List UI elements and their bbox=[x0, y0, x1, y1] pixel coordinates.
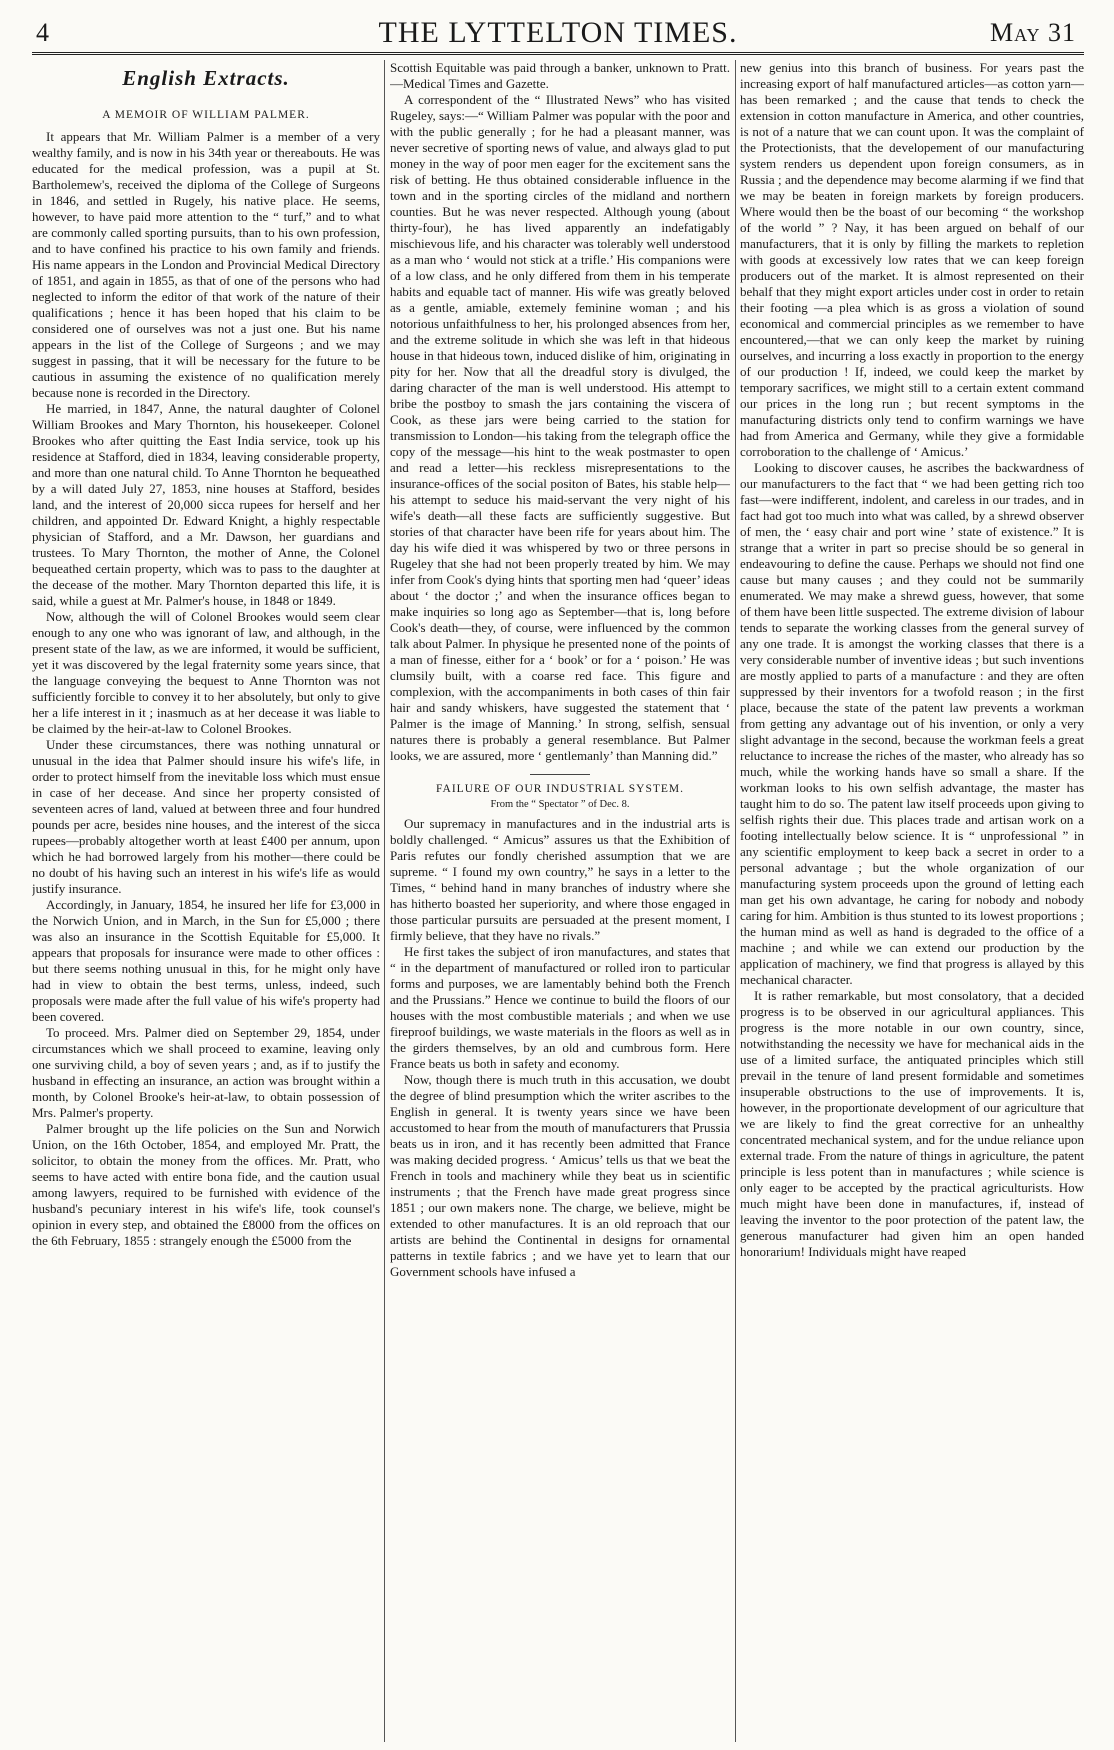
section-title: English Extracts. bbox=[122, 66, 290, 90]
divider bbox=[530, 774, 590, 775]
column-3 bbox=[740, 60, 1084, 1742]
paragraph: To proceed. Mrs. Palmer died on September 29, 1854, under circumstances which we shall proceed to examine, leaving only one surviving child, a boy of seven years ; and, as if to justify the husband in effecting an insurance, an action was brought within a month, by Colonel Brooke's heir-at-law, to obtain possession of Mrs. Palmer's property. bbox=[32, 1025, 380, 1120]
paragraph: Looking to discover causes, he ascribes the backwardness of our manufacturers to the fact that “ we had been getting rich too fast—were indifferent, indolent, and careless in our trades, and in fact had got too much into what was called, by a shrewd observer of men, the ‘ easy chair and port wine ’ state of existence.” It is strange that a writer in part so precise should be so general in endeavouring to define the cause. Perhaps we should not find one cause but many causes ; and they could not be summarily enumerated. We may make a shrewd guess, however, that some of them have been little suspected. The extreme division of labour tends to separate the working classes from the general survey of any one trade. It is amongst the working classes that there is a very considerable number of inventive ideas ; but such inventions are mostly applied to parts of a manufacture : and they are often suppressed by their inventors for a twofold reason ; in the first place, because the state of the patent law prevents a workman from getting any advantage out of his invention, or only a very slight advantage in the second, because the workman feels a great reluctance to increase the riches of the master, who already has so much, while the working hands have so small a share. If the workman looks to his own selfish advantage, the master has taught him to do so. The patent law itself proceeds upon giving to selfish rights their due. This places trade and artisan work on a footing intellectually below science. It is “ unprofessional ” in any scientific employment to keep back a secret in order to a personal advantage ; but the whole organization of our manufacturing system proceeds upon the ground of letting each man get his own advantage, he caring for nobody and nobody caring for him. Ambition is thus stunted to its lowest proportions ; the human mind as well as hand is degraded to the office of a machine ; and while we can extend our production by the application of machinery, we find that progress is allayed by this mechanical character. bbox=[740, 460, 1084, 987]
column-rule bbox=[735, 60, 736, 1742]
article-title-failure: FAILURE OF OUR INDUSTRIAL SYSTEM. bbox=[436, 783, 684, 795]
masthead bbox=[32, 14, 1084, 55]
paragraph: Palmer brought up the life policies on the Sun and Norwich Union, on the 16th October, 1854, and employed Mr. Pratt, the solicitor, to obtain the money from the offices. Mr. Pratt, who seems to have acted with entire bona fide, and the caution usual among lawyers, required to be furnished with evidence of the husband's pecuniary interest in his wife's life, took counsel's opinion in every step, and obtained the £8000 from the offices on the 6th February, 1855 : strangely enough the £5000 from the bbox=[32, 1121, 380, 1248]
article-source: From the “ Spectator ” of Dec. 8. bbox=[490, 799, 630, 810]
paragraph: It appears that Mr. William Palmer is a member of a very wealthy family, and is now in his 34th year or thereabouts. He was educated for the medical profession, was a pupil at St. Bartholemew's, received the diploma of the College of Surgeons in 1846, and settled in Rugely, his native place. He seems, however, to have paid more attention to the “ turf,” and to what are commonly called sporting pursuits, than to his own profession, and to have confined his practice to his own family and friends. His name appears in the London and Provincial Medical Directory of 1851, and again in 1855, as that of one of the persons who had neglected to inform the editor of that work of the nature of their qualifications ; hence it has been hoped that his claim to be considered one of ourselves was not a just one. But his name appears in the list of the College of Surgeons ; and we may suggest in passing, that it will be necessary for the future to be cautious in assuming the existence of no qualification merely because none is recorded in the Directory. bbox=[32, 129, 380, 400]
paragraph: He first takes the subject of iron manufactures, and states that “ in the department of manufactured or rolled iron to particular forms and purposes, we are lamentably behind both the French and the Prussians.” Hence we continue to build the floors of our houses with the most combustible materials ; and when we use fireproof buildings, we waste materials in the floors as well as in the girders themselves, by an old and cumbrous form. Here France beats us both in safety and economy. bbox=[390, 944, 730, 1071]
page-number: 4 bbox=[36, 18, 49, 47]
article-title-memoir: A MEMOIR OF WILLIAM PALMER. bbox=[102, 109, 310, 121]
column-2 bbox=[390, 60, 730, 1742]
paragraph: Scottish Equitable was paid through a banker, unknown to Pratt.—Medical Times and Gazette. bbox=[390, 60, 730, 91]
column-1 bbox=[32, 60, 380, 1742]
newspaper-title: THE LYTTELTON TIMES. bbox=[378, 16, 738, 49]
paragraph: Under these circumstances, there was nothing unnatural or unusual in the idea that Palmer should insure his wife's life, in order to protect himself from the inevitable loss which must ensue in case of her decease. And since her property consisted of seventeen acres of land, valued at between three and four hundred pounds per acre, besides nine houses, and the interest of the sicca rupees—probably altogether worth at least £400 per annum, upon which he had borrowed largely from his mother—there could be no doubt of his having such an interest in his wife's life as would justify insurance. bbox=[32, 737, 380, 896]
issue-date: May 31 bbox=[990, 18, 1076, 47]
paragraph: It is rather remarkable, but most consolatory, that a decided progress is to be observed in our agricultural appliances. This progress is the more notable in our own country, since, notwithstanding the necessity we have for mechanical aids in the use of a limited surface, the antiquated principles which still prevail in the tenure of land present formidable and sometimes insuperable obstructions to the use of improvements. It is, however, in the proportionate development of our agriculture that we are likely to find the great corrective for an unhealthy concentrated mechanical system, and for the undue reliance upon external trade. From the nature of things in agriculture, the patent principle is less potent than in manufactures ; while science is only eager to be accepted by the practical agriculturists. How much might have been done in manufactures, if, instead of leaving the inventor to the poor protection of the patent law, the generous manufacturer had given him an open handed honorarium! Individuals might have reaped bbox=[740, 988, 1084, 1259]
text-columns bbox=[32, 60, 1084, 1742]
paragraph: A correspondent of the “ Illustrated News” who has visited Rugeley, says:—“ William Palmer was popular with the poor and with the public generally ; for he had a pleasant manner, was never secretive of sporting news of value, and always glad to put money in the way of poor men eager for the excitement sans the risk of betting. He thus obtained considerable influence in the town and in the sporting circles of the midland and northern counties. But he was never respected. Although young (about thirty-four), he has lived apparently an indefatigably mischievous life, and his character was tolerably well understood as a man who ‘ would not stick at a trifle.’ His companions were of a low class, and he only differed from them in his temperate habits and equable tact of manner. His wife was greatly beloved as a gentle, amiable, extemely feminine woman ; and his notorious unfaithfulness to her, his prolonged absences from her, and the extreme solitude in which she was left in that hideous house in that hideous town, induced dislike of him, originating in pity for her. Now that all the dreadful story is divulged, the daring character of the man is well understood. His attempt to bribe the postboy to smash the jars containing the viscera of Cook, as these jars were being carried to the station for transmission to London—his taking from the telegraph office the copy of the message—his hint to the weak postmaster to open and read a letter—his reckless misrepresentations to the insurance-offices of the social positon of Bates, his stable help—his attempt to seduce his maid-servant the very night of his wife's death—all these facts are sufficiently suggestive. But stories of that character have been rife for years about him. The day his wife died it was whispered by two or three persons in Rugeley that she had not been properly treated by him. We may infer from Cook's dying hints that sporting men had ‘queer’ ideas about ‘ the doctor ;’ and when the insurance offices began to make inquiries so long ago as September—that is, long before Cook's death—they, of course, were influenced by the common talk about Palmer. In physique he presented none of the points of a man of finesse, either for a ‘ book’ or for a ‘ poison.’ He was clumsily built, with a coarse red face. This figure and complexion, with the accompaniments in both cases of thin fair hair and sandy whiskers, have suggested the statement that ‘ Palmer is the image of Manning.’ In strong, selfish, sensual natures there is probably a general resemblance. But Palmer looks, we are assured, more ‘ gentlemanly’ than Manning did.” bbox=[390, 92, 730, 763]
paragraph: Now, though there is much truth in this accusation, we doubt the degree of blind presumption which the writer ascribes to the English in general. It is twenty years since we have been accustomed to hear from the mouth of manufacturers that Prussia beats us in iron, and it has recently been admitted that France was making decided progress. ‘ Amicus’ tells us that we beat the French in tools and machinery while they beat us in scientific instruments ; that the French have made great progress since 1851 ; our own makers none. The charge, we believe, might be extended to other manufactures. It is an old reproach that our artists are behind the Continental in designs for ornamental patterns in textile fabrics ; and we have yet to learn that our Government schools have infused a bbox=[390, 1072, 730, 1279]
paragraph: Our supremacy in manufactures and in the industrial arts is boldly challenged. “ Amicus” assures us that the Exhibition of Paris refutes our fondly cherished assumption that we are supreme. “ I found my own country,” he says in a letter to the Times, “ behind hand in many branches of industry where she has hitherto boasted her superiority, and where those engaged in those particular pursuits are persuaded at the present moment, I firmly believe, that they have no rivals.” bbox=[390, 816, 730, 943]
paragraph: Now, although the will of Colonel Brookes would seem clear enough to any one who was ignorant of law, and although, in the present state of the law, as we are informed, it would be sufficient, yet it was discovered by the legal fraternity some years since, that the language conveying the bequest to Anne Thornton was not sufficiently forcible to convey it to her absolutely, but only to give her a life interest in it ; inasmuch as at her decease it was liable to be claimed by the heir-at-law to Colonel Brookes. bbox=[32, 609, 380, 736]
column-rule bbox=[384, 60, 385, 1742]
paragraph: new genius into this branch of business. For years past the increasing export of half manufactured articles—as cotton yarn—has been remarked ; and the cause that tends to check the extension in cotton manufacture in America, and other countries, is not of a nature that we can count upon. It was the complaint of the Protectionists, that the developement of our manufacturing system renders us dependent upon foreign consumers, as in Russia ; and the dependence may become alarming if we find that we may be beaten in foreign markets by foreign producers. Where would then be the boast of our becoming “ the workshop of the world ” ? Nay, it has been argued on behalf of our manufacturers, that it is only by filling the markets to repletion with goods at excessively low rates that we can keep foreign producers out of the market. It is almost represented on their behalf that they might export articles under cost in order to retain their footing —a plea which is as gross a violation of sound economical and commercial principles as we remember to have encountered,—that we can only keep the market by ruining ourselves, and incurring a loss exactly in proportion to the energy of our production ! If, indeed, we could keep the market by temporary sacrifices, we might still to a certain extent command our prices in the long run ; but recent symptoms in the manufacturing districts only tend to confirm warnings we have had from America and Germany, while they give a formidable corroboration to the challenge of ‘ Amicus.’ bbox=[740, 60, 1084, 459]
paragraph: He married, in 1847, Anne, the natural daughter of Colonel William Brookes and Mary Thornton, his housekeeper. Colonel Brookes who after quitting the East India service, took up his residence at Stafford, died in 1834, leaving considerable property, and more than one natural child. To Anne Thornton he bequeathed by a will dated July 27, 1853, nine houses at Stafford, besides land, and the interest of 20,000 sicca rupees for herself and her children, and appointed Dr. Edward Knight, a highly respectable physician of Stafford, and a Mr. Dawson, her guardians and trustees. To Mary Thornton, the mother of Anne, the Colonel bequeathed certain property, which was to pass to the daughter at the decease of the mother. Mary Thornton departed this life, it is said, while a guest at Mr. Palmer's house, in 1848 or 1849. bbox=[32, 401, 380, 608]
paragraph: Accordingly, in January, 1854, he insured her life for £3,000 in the Norwich Union, and in March, in the Sun for £5,000 ; there was also an insurance in the Scottish Equitable for £5,000. It appears that proposals for insurance were made to other offices : but there seems nothing unusual in this, for he might only have had in view to obtain the best terms, unless, indeed, such proposals were made after the full value of his wife's property had been covered. bbox=[32, 897, 380, 1024]
